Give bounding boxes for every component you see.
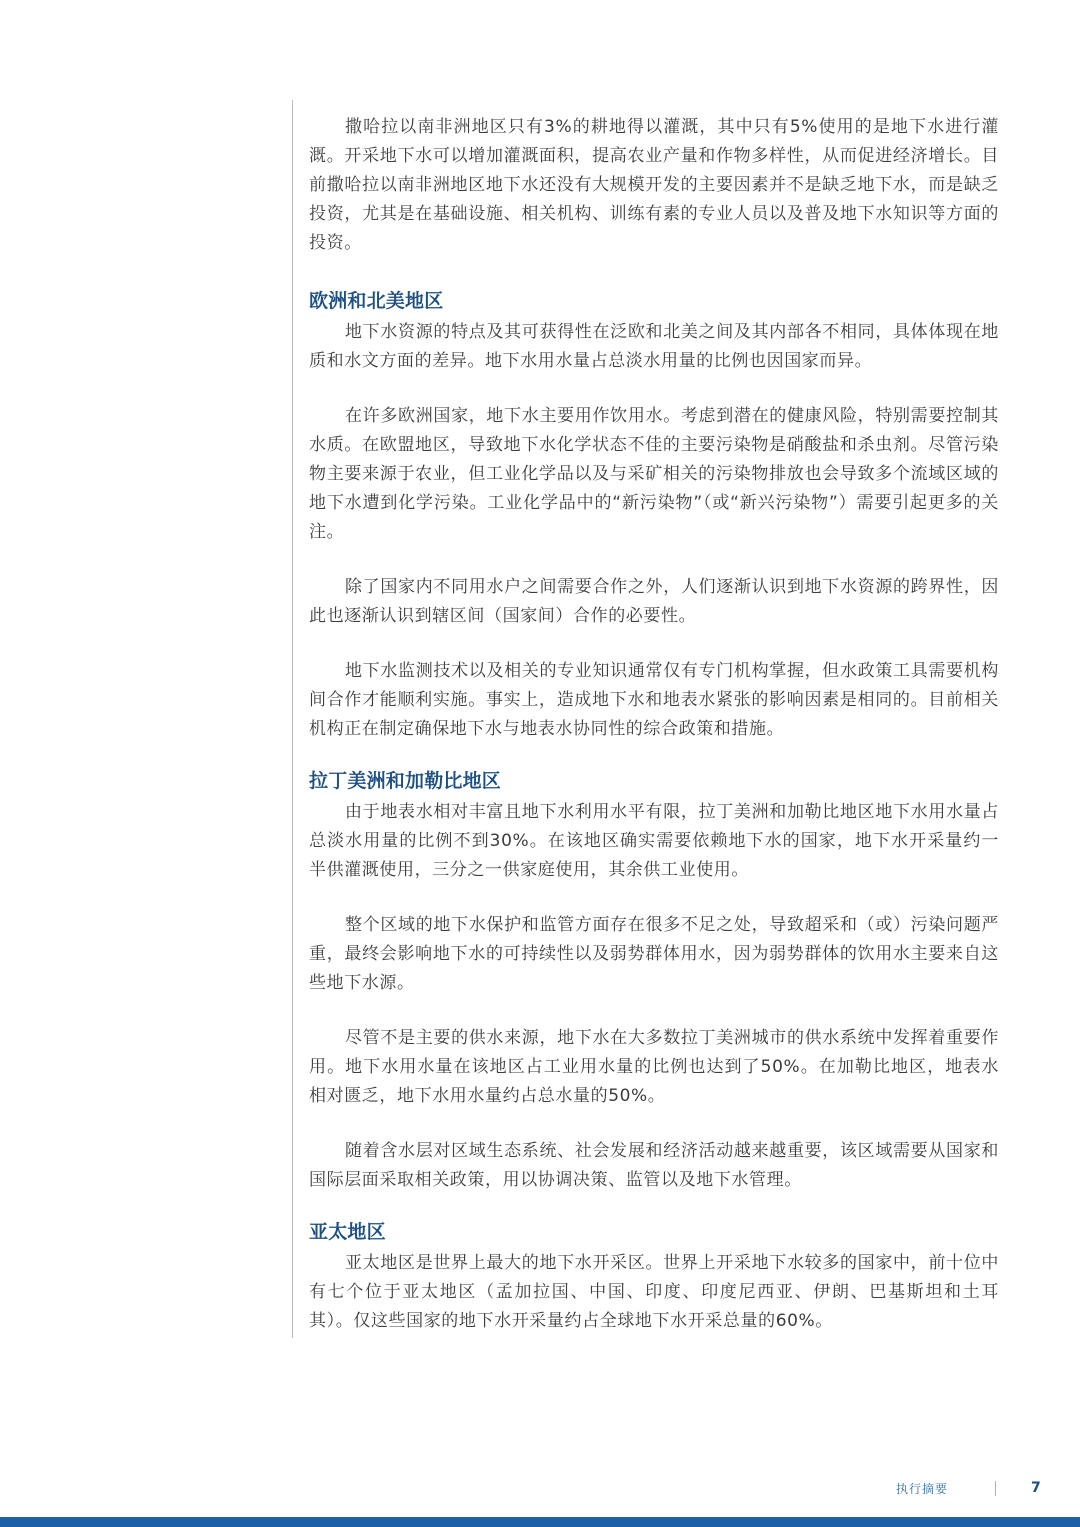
latam-paragraph-3: 尽管不是主要的供水来源，地下水在大多数拉丁美洲城市的供水系统中发挥着重要作用。地下水用水量在该地区占工业用水量的比例也达到了50%。在加勒比地区，地表水相对匮乏，地下水用水量约占总水量的50%。 [309, 1028, 999, 1106]
europe-paragraph-4: 地下水监测技术以及相关的专业知识通常仅有专门机构掌握，但水政策工具需要机构间合作才能顺利实施。事实上，造成地下水和地表水紧张的影响因素是相同的。目前相关机构正在制定确保地下水与地表水协同性的综合政策和措施。 [309, 661, 999, 739]
europe-paragraph-3: 除了国家内不同用水户之间需要合作之外，人们逐渐认识到地下水资源的跨界性，因此也逐渐认识到辖区间（国家间）合作的必要性。 [309, 577, 999, 626]
latam-paragraph-1: 由于地表水相对丰富且地下水利用水平有限，拉丁美洲和加勒比地区地下水用水量占总淡水用量的比例不到30%。在该地区确实需要依赖地下水的国家，地下水开采量约一半供灌溉使用，三分之一供家庭使用，其余供工业使用。 [309, 802, 999, 880]
intro-paragraph: 撒哈拉以南非洲地区只有3%的耕地得以灌溉，其中只有5%使用的是地下水进行灌溉。开采地下水可以增加灌溉面积，提高农业产量和作物多样性，从而促进经济增长。目前撒哈拉以南非洲地区地下水还没有大规模开发的主要因素并不是缺乏地下水，而是缺乏投资，尤其是在基础设施、相关机构、训练有素的专业人员以及普及地下水知识等方面的投资。 [309, 117, 999, 253]
section-heading-asia-pacific: 亚太地区 [309, 1221, 386, 1243]
section-heading-latin-america-caribbean: 拉丁美洲和加勒比地区 [309, 770, 502, 792]
latam-paragraph-2: 整个区域的地下水保护和监管方面存在很多不足之处，导致超采和（或）污染问题严重，最终会影响地下水的可持续性以及弱势群体用水，因为弱势群体的饮用水主要来自这些地下水源。 [309, 915, 999, 993]
page-content [309, 113, 999, 1336]
page-number: 7 [1031, 1480, 1041, 1496]
footer-section-label: 执行摘要 [896, 1482, 949, 1496]
latam-paragraph-4: 随着含水层对区域生态系统、社会发展和经济活动越来越重要，该区域需要从国家和国际层面采取相关政策，用以协调决策、监管以及地下水管理。 [309, 1141, 999, 1190]
section-heading-europe-north-america: 欧洲和北美地区 [309, 290, 444, 312]
asia-pacific-paragraph-1: 亚太地区是世界上最大的地下水开采区。世界上开采地下水较多的国家中，前十位中有七个位于亚太地区（孟加拉国、中国、印度、印度尼西亚、伊朗、巴基斯坦和土耳其）。仅这些国家的地下水开采量约占全球地下水开采总量的60%。 [309, 1253, 999, 1331]
bottom-accent-bar [0, 1517, 1080, 1527]
europe-paragraph-2: 在许多欧洲国家，地下水主要用作饮用水。考虑到潜在的健康风险，特别需要控制其水质。在欧盟地区，导致地下水化学状态不佳的主要污染物是硝酸盐和杀虫剂。尽管污染物主要来源于农业，但工业化学品以及与采矿相关的污染物排放也会导致多个流域区域的地下水遭到化学污染。工业化学品中的“新污染物”（或“新兴污染物”）需要引起更多的关注。 [309, 406, 999, 542]
left-margin-rule [292, 100, 293, 1338]
footer-separator [995, 1481, 996, 1496]
europe-paragraph-1: 地下水资源的特点及其可获得性在泛欧和北美之间及其内部各不相同，具体体现在地质和水文方面的差异。地下水用水量占总淡水用量的比例也因国家而异。 [309, 322, 999, 371]
